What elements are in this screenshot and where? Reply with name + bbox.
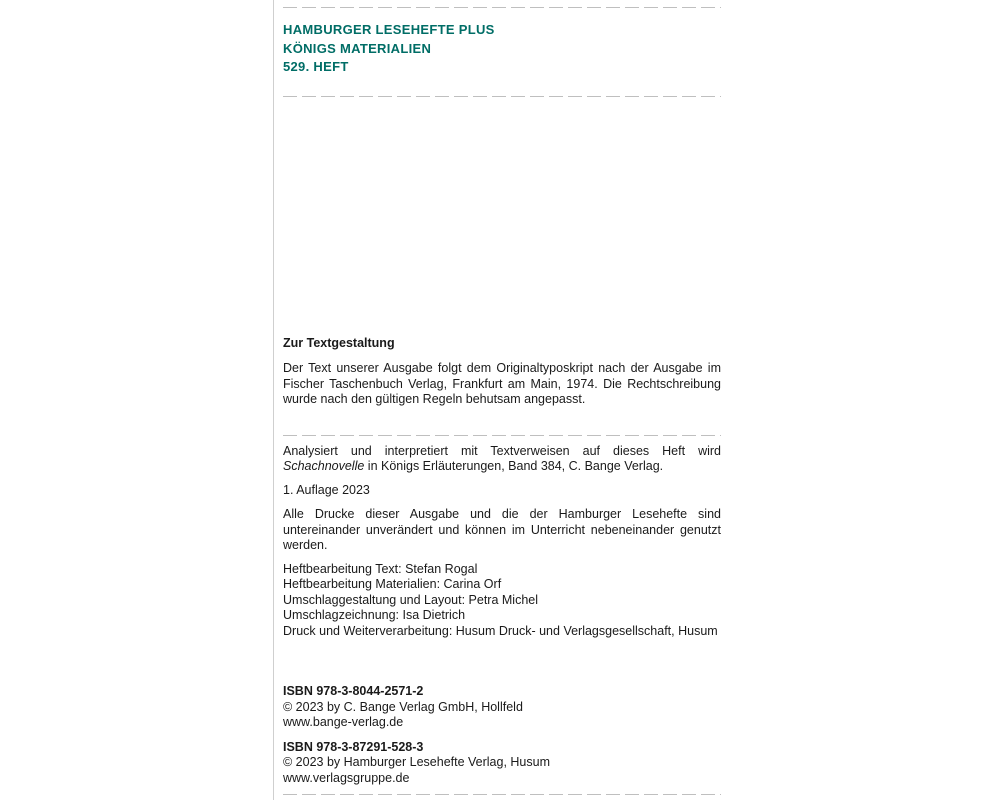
website-hamburger: www.verlagsgruppe.de xyxy=(283,770,410,785)
dashed-separator-bottom xyxy=(283,794,721,795)
series-subtitle: KÖNIGS MATERIALIEN xyxy=(283,40,432,56)
credit-line-cover-layout: Umschlaggestaltung und Layout: Petra Michel xyxy=(283,592,539,607)
drucke-note-paragraph: Alle Drucke dieser Ausgabe und die der Hamburger Lesehefte sind untereinander unverändert und können im Unterricht nebeneinander genutzt werden. xyxy=(283,507,721,552)
copyright-line-bange: © 2023 by C. Bange Verlag GmbH, Hollfeld xyxy=(283,699,523,714)
credit-line-printing: Druck und Weiterverarbeitung: Husum Druck- und Verlagsgesellschaft, Husum xyxy=(283,623,718,638)
analysis-note-paragraph xyxy=(283,444,721,475)
credits-block xyxy=(283,562,721,640)
textgestaltung-paragraph: Der Text unserer Ausgabe folgt dem Originaltyposkript nach der Ausgabe im Fischer Taschenbuch Verlag, Frankfurt am Main, 1974. Die Rechtschreibung wurde nach den gültigen Regeln behutsam angepasst. xyxy=(283,361,721,406)
textgestaltung-heading: Zur Textgestaltung xyxy=(283,335,395,350)
analysis-note-after: in Königs Erläuterungen, Band 384, C. Bange Verlag. xyxy=(364,459,664,473)
series-issue-number: 529. HEFT xyxy=(283,59,349,74)
edition-line: 1. Auflage 2023 xyxy=(283,482,370,497)
credit-line-cover-drawing: Umschlagzeichnung: Isa Dietrich xyxy=(283,608,466,622)
analysis-note-before: Analysiert und interpretiert mit Textverweisen auf dieses Heft wird xyxy=(283,443,721,458)
series-title: HAMBURGER LESEHEFTE PLUS xyxy=(283,22,495,37)
copyright-line-hamburger: © 2023 by Hamburger Lesehefte Verlag, Husum xyxy=(283,755,550,769)
analysis-note-title: Schachnovelle xyxy=(283,459,365,473)
isbn-block-hamburger xyxy=(283,740,721,787)
credit-line-text-editor: Heftbearbeitung Text: Stefan Rogal xyxy=(283,561,478,576)
isbn-number-hamburger: ISBN 978-3-87291-528-3 xyxy=(283,739,424,754)
website-bange: www.bange-verlag.de xyxy=(283,715,404,729)
publisher-header xyxy=(283,21,721,77)
imprint-content xyxy=(283,0,721,786)
dashed-separator-middle xyxy=(283,435,721,436)
page-margin-rule xyxy=(273,0,274,800)
credit-line-materials-editor: Heftbearbeitung Materialien: Carina Orf xyxy=(283,577,502,591)
dashed-separator-header xyxy=(283,96,721,97)
dashed-separator-top xyxy=(283,7,721,8)
isbn-number-bange: ISBN 978-3-8044-2571-2 xyxy=(283,684,424,698)
isbn-block-bange xyxy=(283,684,721,731)
